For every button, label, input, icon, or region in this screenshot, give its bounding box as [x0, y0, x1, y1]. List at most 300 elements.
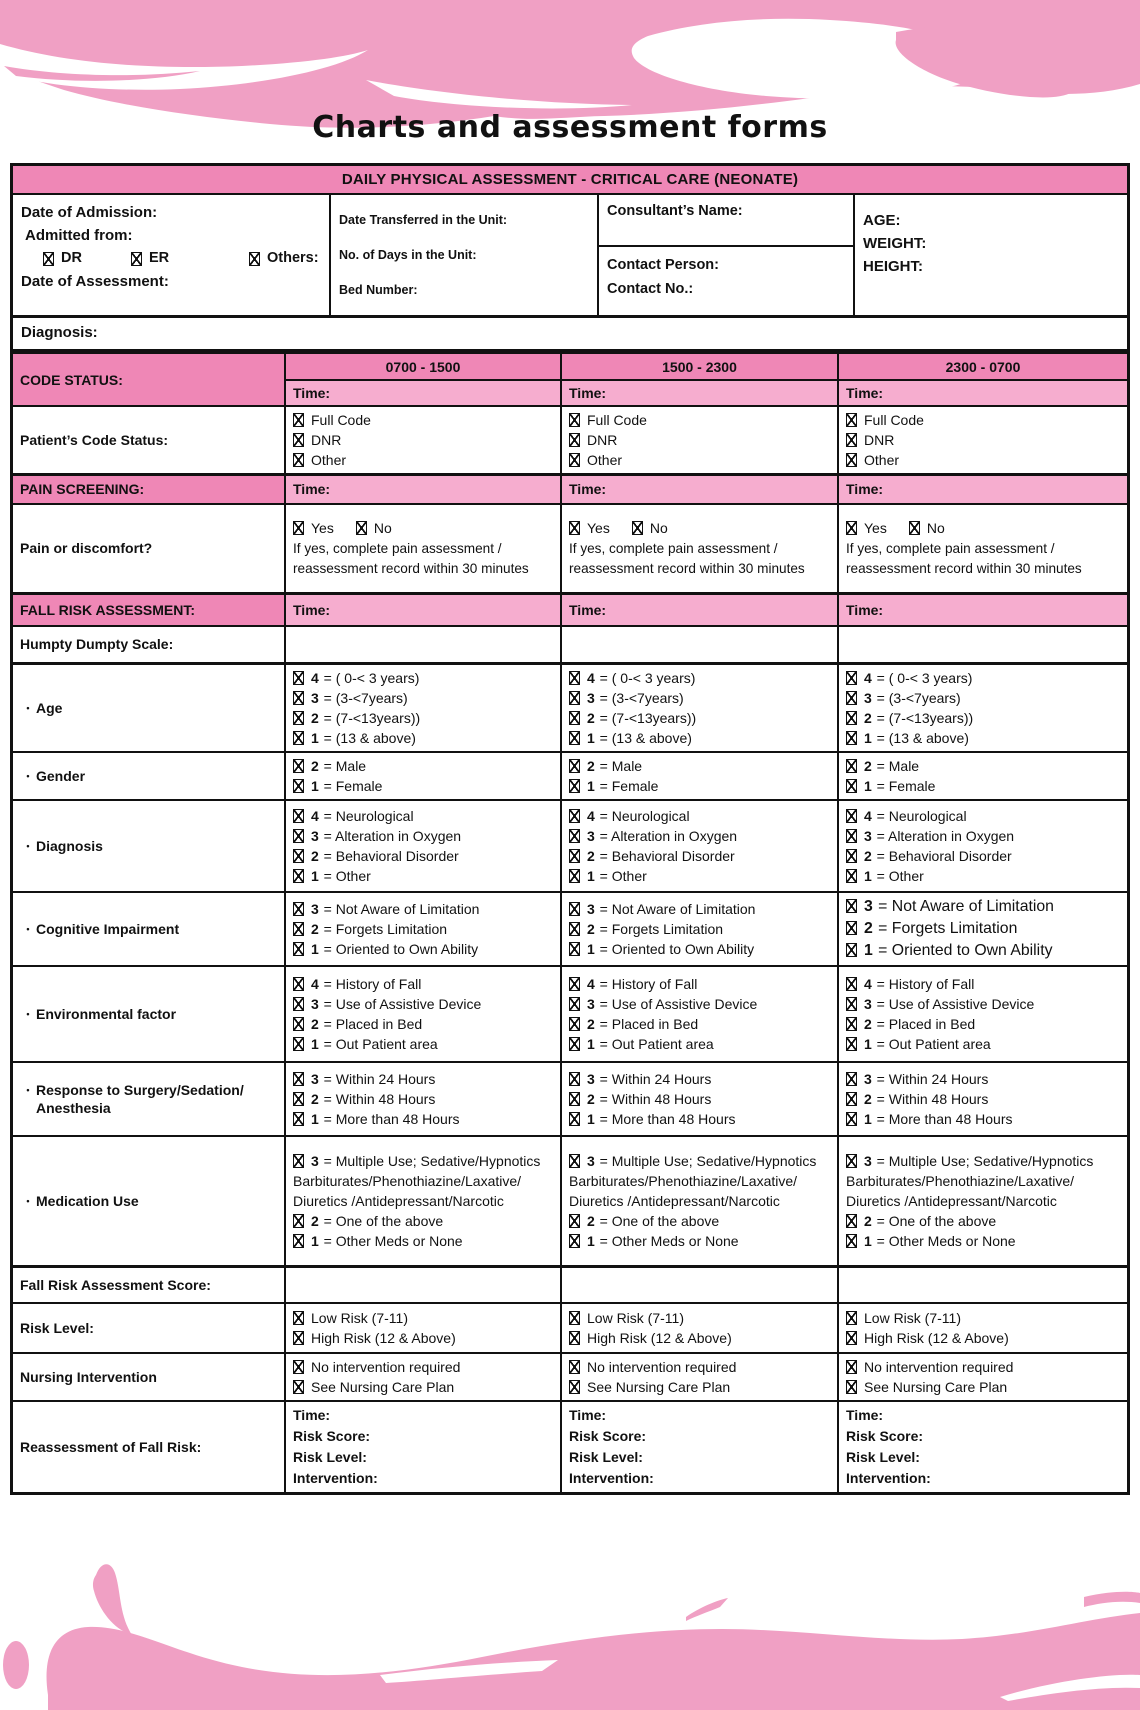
diagnosis-label: Diagnosis:	[13, 318, 1127, 352]
checkbox-icon[interactable]	[293, 433, 304, 447]
option-label: 1 = Oriented to Own Ability	[311, 941, 479, 957]
option-row	[293, 899, 553, 919]
checkbox-icon[interactable]	[846, 413, 857, 427]
time-cell: Time:	[561, 475, 838, 504]
checkbox-icon[interactable]	[846, 1360, 857, 1374]
checkbox-icon[interactable]	[846, 759, 857, 773]
option-label: 2 = Behavioral Disorder	[311, 848, 459, 864]
checkbox-icon[interactable]	[569, 731, 580, 745]
option-label: 3 = Alteration in Oxygen	[587, 828, 738, 844]
checkbox-icon[interactable]	[846, 977, 857, 991]
field-label: Contact No.:	[607, 281, 694, 297]
assessment-table	[13, 352, 1127, 1492]
bullet-icon: •	[26, 841, 30, 851]
blank-cell	[285, 1266, 561, 1303]
checkbox-icon[interactable]	[293, 1234, 304, 1248]
option-row	[569, 939, 830, 959]
checkbox-icon[interactable]	[569, 1311, 580, 1325]
time-cell: Time:	[838, 380, 1127, 406]
option-label: High Risk (12 & Above)	[864, 1330, 1009, 1346]
admitted-from-dr	[43, 247, 131, 270]
checkbox-icon[interactable]	[293, 1360, 304, 1374]
checkbox-label: Others:	[267, 250, 319, 266]
row-nursing-intervention	[13, 1353, 1127, 1401]
field-label: Time:	[569, 1407, 607, 1423]
option-row	[846, 708, 1120, 728]
bullet-icon: •	[26, 1085, 30, 1095]
checkbox-icon[interactable]	[293, 1037, 304, 1051]
time-cell: Time:	[561, 594, 838, 626]
admission-cell	[855, 195, 1127, 315]
option-label: 2 = Within 48 Hours	[864, 1091, 989, 1107]
scale-options	[285, 800, 561, 892]
checkbox-icon[interactable]	[293, 453, 304, 467]
checkbox-icon[interactable]	[846, 1072, 857, 1086]
consultant-name-label: Consultant’s Name:	[599, 195, 853, 247]
option-label: See Nursing Care Plan	[311, 1379, 455, 1395]
scale-item-label-text	[20, 699, 277, 717]
checkbox-icon[interactable]	[846, 809, 857, 823]
risk-level-options	[838, 1303, 1127, 1353]
option-label: 1 = More than 48 Hours	[587, 1111, 736, 1127]
option-label: See Nursing Care Plan	[587, 1379, 731, 1395]
option-label: High Risk (12 & Above)	[587, 1330, 732, 1346]
option-row	[846, 806, 1120, 826]
checkbox-icon[interactable]	[293, 1112, 304, 1126]
checkbox-icon[interactable]	[569, 1234, 580, 1248]
checkbox-icon[interactable]	[293, 1154, 304, 1168]
checkbox-icon[interactable]	[846, 1154, 857, 1168]
checkbox-icon[interactable]	[909, 521, 920, 535]
field-label: Date Transferred in the Unit:	[339, 213, 508, 228]
option-row	[293, 866, 553, 886]
scale-item-label-text	[20, 1081, 277, 1117]
checkbox-label: No	[649, 520, 668, 537]
option-label: 2 = One of the above	[587, 1212, 720, 1229]
checkbox-icon[interactable]	[293, 1311, 304, 1325]
option-row	[293, 1231, 553, 1251]
checkbox-icon[interactable]	[569, 1072, 580, 1086]
scale-options	[838, 664, 1127, 753]
option-row	[569, 1377, 830, 1397]
option-row	[846, 450, 1120, 470]
checkbox-icon[interactable]	[846, 849, 857, 863]
checkbox-icon[interactable]	[569, 1037, 580, 1051]
row-age	[13, 664, 1127, 753]
option-label: 2 = Placed in Bed	[311, 1016, 423, 1032]
checkbox-icon[interactable]	[569, 829, 580, 843]
scale-options	[561, 892, 838, 966]
checkbox-icon[interactable]	[293, 1072, 304, 1086]
checkbox-icon[interactable]	[846, 943, 857, 957]
field-label: Risk Level:	[569, 1449, 643, 1465]
item-label: Cognitive Impairment	[36, 921, 180, 937]
checkbox-icon[interactable]	[569, 1331, 580, 1345]
checkbox-icon[interactable]	[569, 1380, 580, 1394]
checkbox-icon[interactable]	[569, 869, 580, 883]
fall-risk-label: FALL RISK ASSESSMENT:	[13, 594, 285, 626]
checkbox-icon[interactable]	[846, 433, 857, 447]
option-label: 1 = Other	[311, 868, 371, 884]
field-label: Bed Number:	[339, 282, 418, 297]
yes-no-options	[569, 517, 830, 539]
option-label: See Nursing Care Plan	[864, 1379, 1008, 1395]
scale-item-label	[13, 664, 285, 753]
checkbox-label: Yes	[311, 520, 334, 537]
scale-item-label-text	[20, 767, 277, 785]
option-row	[293, 1211, 553, 1231]
checkbox-icon[interactable]	[293, 779, 304, 793]
scale-options	[561, 752, 838, 800]
nursing-options	[285, 1353, 561, 1401]
option-row	[569, 688, 830, 708]
option-row	[569, 899, 830, 919]
row-label: Patient’s Code Status:	[13, 406, 285, 475]
checkbox-icon[interactable]	[846, 1092, 857, 1106]
option-label: 4 = History of Fall	[864, 976, 975, 992]
option-row	[293, 1377, 553, 1397]
checkbox-icon[interactable]	[846, 1331, 857, 1345]
checkbox-icon[interactable]	[356, 521, 367, 535]
checkbox-icon[interactable]	[846, 1112, 857, 1126]
admission-cell	[331, 195, 599, 315]
option-label: 3 = Within 24 Hours	[864, 1071, 989, 1087]
option-row	[293, 974, 553, 994]
code-status-label: CODE STATUS:	[13, 353, 285, 406]
checkbox-icon[interactable]	[846, 711, 857, 725]
checkbox-icon[interactable]	[293, 521, 304, 535]
field-label: Contact Person:	[607, 257, 719, 273]
option-row	[846, 1377, 1120, 1397]
option-label: 1 = (13 & above)	[311, 730, 416, 746]
checkbox-icon[interactable]	[569, 809, 580, 823]
option-row	[846, 1069, 1120, 1089]
checkbox-icon[interactable]	[569, 1017, 580, 1031]
option-row	[569, 430, 830, 450]
item-label: Diagnosis	[36, 838, 103, 854]
item-label: Medication Use	[36, 1192, 139, 1209]
checkbox-icon[interactable]	[569, 997, 580, 1011]
checkbox-icon[interactable]	[569, 977, 580, 991]
checkbox-icon[interactable]	[846, 921, 857, 935]
option-label: 1 = Oriented to Own Ability	[864, 942, 1053, 959]
checkbox-icon[interactable]	[846, 1380, 857, 1394]
checkbox-icon[interactable]	[293, 1380, 304, 1394]
option-row	[846, 776, 1120, 796]
field-label: Intervention:	[846, 1470, 931, 1486]
option-row	[569, 1109, 830, 1129]
checkbox-icon[interactable]	[569, 1092, 580, 1106]
bottom-paint-swoosh	[0, 1545, 1140, 1710]
yes-no-options	[846, 517, 1120, 539]
checkbox-icon[interactable]	[846, 779, 857, 793]
row-fall-risk-assessment	[13, 594, 1127, 626]
checkbox-icon[interactable]	[846, 691, 857, 705]
option-label: 1 = Other	[587, 868, 647, 884]
nursing-options	[838, 1353, 1127, 1401]
checkbox-icon[interactable]	[569, 521, 580, 535]
option-row	[846, 1357, 1120, 1377]
option-row	[846, 1034, 1120, 1054]
option-label: 4 = Neurological	[311, 808, 414, 824]
option-row	[293, 1328, 553, 1348]
option-label: DNR	[864, 432, 895, 448]
option-label: 2 = One of the above	[311, 1212, 444, 1229]
pain-screening-cell	[561, 504, 838, 594]
item-label: Response to Surgery/Sedation/ Anesthesia	[36, 1082, 244, 1116]
checkbox-icon[interactable]	[293, 942, 304, 956]
checkbox-icon[interactable]	[569, 942, 580, 956]
checkbox-icon[interactable]	[569, 711, 580, 725]
checkbox-icon[interactable]	[846, 899, 857, 913]
option-label: 1 = More than 48 Hours	[311, 1111, 460, 1127]
checkbox-icon[interactable]	[569, 453, 580, 467]
option-label: No intervention required	[864, 1359, 1014, 1375]
admission-cell	[599, 195, 855, 315]
option-row	[293, 1109, 553, 1129]
option-row	[293, 450, 553, 470]
checkbox-icon[interactable]	[846, 1234, 857, 1248]
scale-options	[285, 966, 561, 1062]
option-label: 4 = ( 0-˂ 3 years)	[311, 670, 420, 686]
option-label: 1 = (13 & above)	[587, 730, 692, 746]
checkbox-icon[interactable]	[569, 849, 580, 863]
option-label: 2 = One of the above	[864, 1212, 997, 1229]
reassessment-fields	[561, 1401, 838, 1492]
option-row	[293, 1308, 553, 1328]
option-row	[569, 756, 830, 776]
option-label: 2 = (7-˂13years))	[864, 710, 974, 726]
checkbox-icon[interactable]	[569, 902, 580, 916]
checkbox-icon[interactable]	[293, 1214, 304, 1228]
option-row	[569, 1308, 830, 1328]
field-label: WEIGHT:	[863, 235, 927, 252]
checkbox-icon[interactable]	[569, 922, 580, 936]
scale-item-label	[13, 1062, 285, 1136]
option-row	[569, 846, 830, 866]
row-patient-s-code-status	[13, 406, 1127, 475]
option-row	[569, 826, 830, 846]
checkbox-icon[interactable]	[293, 829, 304, 843]
checkbox-icon[interactable]	[569, 759, 580, 773]
option-row	[846, 1151, 1120, 1211]
checkbox-icon[interactable]	[569, 413, 580, 427]
field-label: Risk Score:	[846, 1428, 924, 1444]
admitted-from-others	[249, 247, 319, 270]
checkbox-icon[interactable]	[293, 997, 304, 1011]
scale-item-label	[13, 752, 285, 800]
checkbox-icon[interactable]	[569, 1154, 580, 1168]
nursing-intervention-label: Nursing Intervention	[13, 1353, 285, 1401]
option-label: 3 = Use of Assistive Device	[587, 996, 758, 1012]
checkbox-icon[interactable]	[846, 1311, 857, 1325]
time-cell: Time:	[838, 594, 1127, 626]
form-title-bar: DAILY PHYSICAL ASSESSMENT - CRITICAL CARE (NEONATE)	[13, 166, 1127, 195]
option-label: No intervention required	[311, 1359, 461, 1375]
checkbox-icon[interactable]	[131, 252, 142, 266]
code-status-options	[285, 406, 561, 475]
option-row	[569, 1231, 830, 1251]
option-label: 3 = (3-˂7years)	[864, 690, 961, 706]
checkbox-icon[interactable]	[293, 1092, 304, 1106]
checkbox-icon[interactable]	[846, 453, 857, 467]
checkbox-icon[interactable]	[293, 1331, 304, 1345]
checkbox-icon[interactable]	[846, 1017, 857, 1031]
option-label: 2 = Within 48 Hours	[587, 1091, 712, 1107]
option-label: 1 = Other Meds or None	[311, 1232, 463, 1249]
reassessment-fields	[285, 1401, 561, 1492]
checkbox-icon[interactable]	[569, 671, 580, 685]
checkbox-icon[interactable]	[846, 869, 857, 883]
checkbox-icon[interactable]	[293, 922, 304, 936]
option-label: DNR	[311, 432, 342, 448]
period-header: 1500 - 2300	[561, 353, 838, 380]
option-label: 4 = ( 0-˂ 3 years)	[864, 670, 973, 686]
row-response-to-surgery-sedation-anesthesia	[13, 1062, 1127, 1136]
option-label: 1 = Other Meds or None	[864, 1232, 1016, 1249]
option-row	[293, 1034, 553, 1054]
option-label: 2 = Behavioral Disorder	[587, 848, 735, 864]
checkbox-icon[interactable]	[569, 433, 580, 447]
checkbox-icon[interactable]	[569, 1360, 580, 1374]
time-cell: Time:	[285, 475, 561, 504]
scale-options	[838, 800, 1127, 892]
option-label: 1 = Out Patient area	[864, 1036, 991, 1052]
reassessment-label: Reassessment of Fall Risk:	[13, 1401, 285, 1492]
row-humpty-dumpty-scale	[13, 626, 1127, 664]
checkbox-icon[interactable]	[293, 759, 304, 773]
checkbox-icon[interactable]	[569, 691, 580, 705]
option-row	[569, 866, 830, 886]
option-row	[569, 974, 830, 994]
scale-item-label-text	[20, 837, 277, 855]
checkbox-icon[interactable]	[846, 671, 857, 685]
option-label: 1 = Oriented to Own Ability	[587, 941, 755, 957]
checkbox-icon[interactable]	[846, 1037, 857, 1051]
admission-section	[13, 195, 1127, 318]
option-label: Full Code	[311, 412, 371, 428]
option-row	[293, 1014, 553, 1034]
option-row	[293, 756, 553, 776]
row-gender	[13, 752, 1127, 800]
admission-cell	[13, 195, 331, 315]
scale-options	[561, 1136, 838, 1266]
checkbox-icon[interactable]	[43, 252, 54, 266]
field-label: HEIGHT:	[863, 258, 923, 275]
checkbox-icon[interactable]	[293, 902, 304, 916]
option-label: 4 = History of Fall	[587, 976, 698, 992]
time-cell: Time:	[285, 380, 561, 406]
scale-options	[561, 966, 838, 1062]
option-row	[846, 756, 1120, 776]
checkbox-icon[interactable]	[632, 521, 643, 535]
checkbox-icon[interactable]	[846, 1214, 857, 1228]
option-label: 3 = Use of Assistive Device	[864, 996, 1035, 1012]
field-label: Risk Score:	[293, 1428, 371, 1444]
option-row	[293, 776, 553, 796]
checkbox-icon[interactable]	[293, 849, 304, 863]
checkbox-icon[interactable]	[846, 521, 857, 535]
option-label: 3 = Multiple Use; Sedative/Hypnotics Barbiturates/Phenothiazine/Laxative/ Diuretics /Antidepressant/Narcotic	[293, 1152, 541, 1209]
note-line: reassessment record within 30 minutes	[846, 561, 1082, 577]
option-label: 3 = Not Aware of Limitation	[311, 901, 480, 917]
score-label: Fall Risk Assessment Score:	[13, 1266, 285, 1303]
option-row	[293, 806, 553, 826]
option-row	[569, 994, 830, 1014]
option-label: 2 = (7-˂13years))	[311, 710, 421, 726]
checkbox-icon[interactable]	[293, 711, 304, 725]
checkbox-label: Yes	[587, 520, 610, 537]
option-label: 4 = Neurological	[587, 808, 690, 824]
scale-options	[561, 800, 838, 892]
option-label: 3 = Alteration in Oxygen	[311, 828, 462, 844]
option-label: 1 = Out Patient area	[311, 1036, 438, 1052]
checkbox-icon[interactable]	[846, 829, 857, 843]
nursing-options	[561, 1353, 838, 1401]
option-row	[293, 994, 553, 1014]
bullet-icon: •	[26, 1195, 30, 1206]
option-label: 1 = More than 48 Hours	[864, 1111, 1013, 1127]
checkbox-icon[interactable]	[293, 809, 304, 823]
checkbox-icon[interactable]	[293, 1017, 304, 1031]
option-row	[293, 728, 553, 748]
checkbox-label: No	[373, 520, 392, 537]
scale-options	[561, 1062, 838, 1136]
option-label: 2 = Male	[587, 758, 643, 774]
checkbox-icon[interactable]	[249, 252, 260, 266]
checkbox-icon[interactable]	[293, 413, 304, 427]
checkbox-icon[interactable]	[846, 997, 857, 1011]
bullet-icon: •	[26, 1009, 30, 1019]
row-code-status	[13, 353, 1127, 380]
scale-title: Humpty Dumpty Scale:	[13, 626, 285, 664]
option-label: 3 = Multiple Use; Sedative/Hypnotics Barbiturates/Phenothiazine/Laxative/ Diuretics /Antidepressant/Narcotic	[569, 1152, 817, 1209]
checkbox-icon[interactable]	[293, 869, 304, 883]
checkbox-icon[interactable]	[569, 1214, 580, 1228]
option-label: 1 = (13 & above)	[864, 730, 969, 746]
field-label: Time:	[846, 1407, 884, 1423]
scale-options	[838, 752, 1127, 800]
option-label: 2 = Placed in Bed	[864, 1016, 976, 1032]
bullet-icon: •	[26, 924, 30, 934]
checkbox-icon[interactable]	[293, 977, 304, 991]
checkbox-icon[interactable]	[569, 779, 580, 793]
option-label: 2 = Behavioral Disorder	[864, 848, 1012, 864]
option-label: 2 = Within 48 Hours	[311, 1091, 436, 1107]
field-label: AGE:	[863, 212, 901, 229]
checkbox-icon[interactable]	[293, 731, 304, 745]
scale-options	[285, 892, 561, 966]
period-header: 0700 - 1500	[285, 353, 561, 380]
item-label: Environmental factor	[36, 1006, 177, 1022]
option-label: Other	[311, 452, 347, 468]
period-header: 2300 - 0700	[838, 353, 1127, 380]
field-label: Risk Level:	[293, 1449, 367, 1465]
option-row	[846, 668, 1120, 688]
option-label: DNR	[587, 432, 618, 448]
option-label: 2 = Forgets Limitation	[587, 921, 724, 937]
option-label: 3 = Not Aware of Limitation	[864, 898, 1054, 915]
blank-cell	[838, 1266, 1127, 1303]
time-cell: Time:	[838, 475, 1127, 504]
option-label: Low Risk (7-11)	[311, 1310, 408, 1326]
checkbox-icon[interactable]	[293, 671, 304, 685]
scale-item-label-text	[20, 1192, 277, 1210]
bullet-icon: •	[26, 703, 30, 713]
checkbox-icon[interactable]	[293, 691, 304, 705]
checkbox-icon[interactable]	[846, 731, 857, 745]
checkbox-icon[interactable]	[569, 1112, 580, 1126]
